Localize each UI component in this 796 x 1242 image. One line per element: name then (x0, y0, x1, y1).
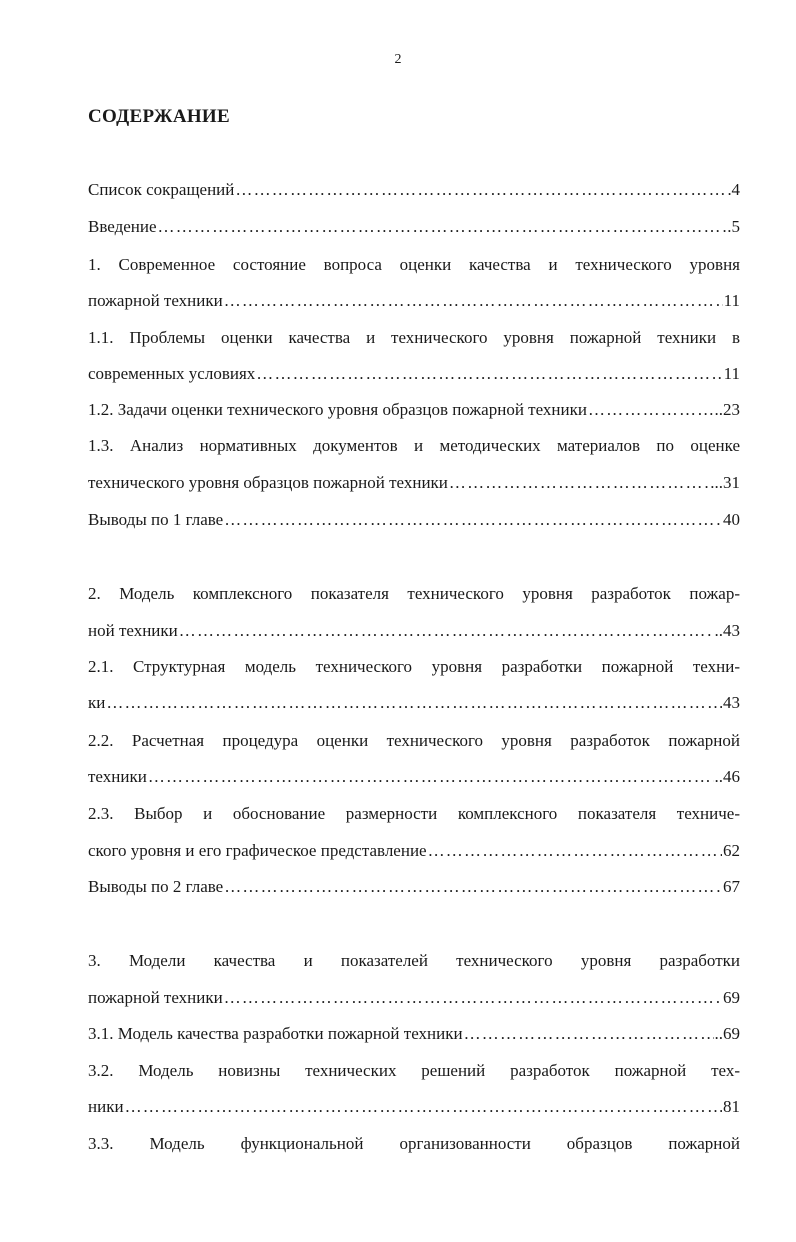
toc-entry-3-1 (88, 1021, 740, 1047)
toc-entry-chapter-2-line1: 2. Модель комплексного показателя технического уровня разработок пожар- (88, 584, 740, 603)
dot-leader (224, 507, 722, 533)
toc-entry-2-2 (88, 764, 740, 790)
dot-leader (158, 214, 727, 240)
toc-entry-chapter-3 (88, 985, 740, 1011)
dot-leader (106, 690, 722, 716)
toc-entry-text: ной техники (88, 621, 178, 640)
dot-leader (256, 361, 722, 387)
toc-entry-text: ского уровня и его графическое представление (88, 841, 427, 860)
toc-entry-page: ...31 (710, 473, 740, 492)
toc-entry-introduction (88, 214, 740, 240)
toc-entry-3-2 (88, 1094, 740, 1120)
dot-leader (179, 618, 714, 644)
toc-entry-chapter-1 (88, 288, 740, 314)
toc-entry-3-3-line1: 3.3. Модель функциональной организованности образцов пожарной (88, 1134, 740, 1153)
toc-entry-page: ..43 (714, 621, 740, 640)
toc-entry-text: 3.1. Модель качества разработки пожарной техники (88, 1024, 463, 1043)
toc-entry-conclusions-2 (88, 874, 740, 900)
dot-leader (235, 177, 730, 203)
dot-leader (224, 288, 723, 314)
toc-entry-1-3 (88, 470, 740, 496)
toc-entry-3-2-line1: 3.2. Модель новизны технических решений разработок пожарной тех- (88, 1061, 740, 1080)
toc-entry-text: 1.2. Задачи оценки технического уровня образцов пожарной техники (88, 400, 587, 419)
toc-entry-page: 62 (723, 841, 740, 860)
toc-entry-1-3-line1: 1.3. Анализ нормативных документов и методических материалов по оценке (88, 436, 740, 455)
toc-entry-text: Выводы по 2 главе (88, 877, 224, 896)
toc-entry-2-2-line1: 2.2. Расчетная процедура оценки технического уровня разработок пожарной (88, 731, 740, 750)
toc-entry-page: ..46 (714, 767, 740, 786)
dot-leader (125, 1094, 722, 1120)
toc-entry-text: ники (88, 1097, 124, 1116)
toc-entry-text: Введение (88, 217, 157, 236)
toc-entry-page: 67 (723, 877, 740, 896)
dot-leader (224, 985, 722, 1011)
dot-leader (449, 470, 709, 496)
toc-entry-page: .5 (727, 217, 740, 236)
toc-entry-chapter-2 (88, 618, 740, 644)
toc-entry-text: Выводы по 1 главе (88, 510, 224, 529)
toc-entry-text: пожарной техники (88, 988, 223, 1007)
toc-entry-chapter-1-line1: 1. Современное состояние вопроса оценки качества и технического уровня (88, 255, 740, 274)
toc-entry-text: пожарной техники (88, 291, 223, 310)
toc-entry-page: 4 (731, 180, 740, 199)
dot-leader (224, 874, 722, 900)
toc-entry-text: Список сокращений (88, 180, 235, 199)
toc-entry-page: ..69 (714, 1024, 740, 1043)
toc-entry-text: технического уровня образцов пожарной техники (88, 473, 448, 492)
toc-entry-2-1 (88, 690, 740, 716)
toc-entry-1-1 (88, 361, 740, 387)
toc-entry-page: 40 (723, 510, 740, 529)
toc-entry-2-1-line1: 2.1. Структурная модель технического уровня разработки пожарной техни- (88, 657, 740, 676)
page-title: СОДЕРЖАНИЕ (88, 106, 230, 127)
dot-leader (464, 1021, 714, 1047)
toc-entry-text: ки (88, 693, 106, 712)
toc-entry-2-3-line1: 2.3. Выбор и обоснование размерности комплексного показателя техниче- (88, 804, 740, 823)
toc-entry-page: 69 (723, 988, 740, 1007)
toc-entry-chapter-3-line1: 3. Модели качества и показателей технического уровня разработки (88, 951, 740, 970)
dot-leader (588, 397, 714, 423)
dot-leader (148, 764, 714, 790)
toc-entry-page: 81 (723, 1097, 740, 1116)
toc-entry-1-1-line1: 1.1. Проблемы оценки качества и технического уровня пожарной техники в (88, 328, 740, 347)
toc-entry-page: 11 (723, 364, 740, 383)
toc-entry-conclusions-1 (88, 507, 740, 533)
toc-entry-text: техники (88, 767, 147, 786)
dot-leader (428, 838, 722, 864)
page-number: 2 (394, 52, 402, 67)
toc-entry-page: 11 (723, 291, 740, 310)
toc-entry-1-2 (88, 397, 740, 423)
toc-entry-text: современных условиях (88, 364, 256, 383)
toc-entry-abbreviations (88, 177, 740, 203)
toc-entry-page: ..23 (714, 400, 740, 419)
toc-entry-page: 43 (723, 693, 740, 712)
toc-entry-2-3 (88, 838, 740, 864)
